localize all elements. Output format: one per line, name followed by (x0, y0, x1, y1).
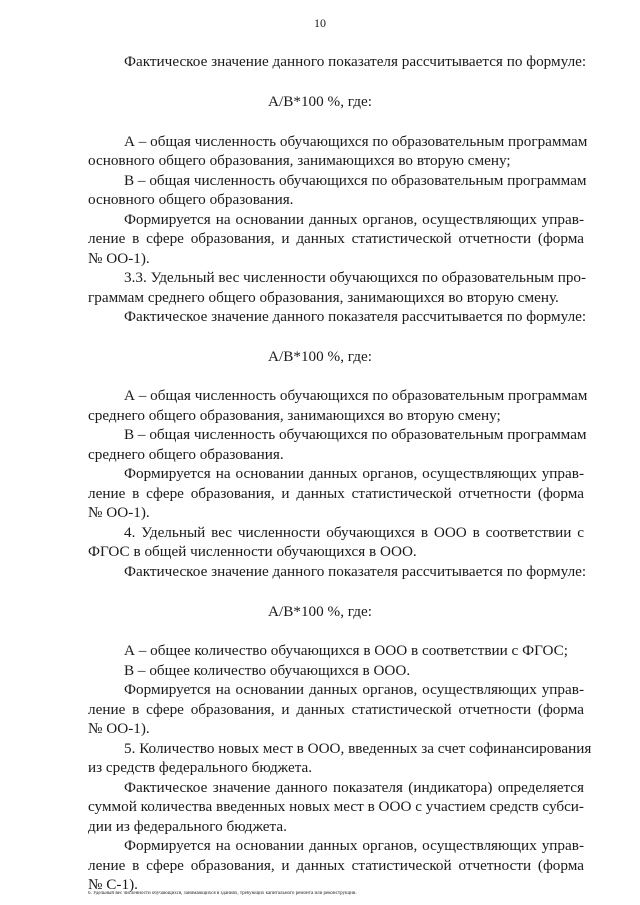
text-line: Формируется на основании данных органов, осуществляющих управ- (124, 211, 584, 228)
text-line: Формируется на основании данных органов, осуществляющих управ- (124, 465, 584, 482)
text-line: требующих капитального ремонта или реконструкции. (239, 891, 357, 896)
formula-line: А/В*100 %, где: (268, 603, 372, 620)
continuation-block (88, 891, 584, 897)
text-line: В – общая численность обучающихся по образовательным программам (124, 426, 587, 443)
formula-line: А/В*100 %, где: (268, 93, 372, 110)
text-line: суммой количества введенных новых мест в ООО с участием средств субси- (88, 798, 584, 815)
text-line: Формируется на основании данных органов, осуществляющих управ- (124, 837, 584, 854)
text-line: В – общая численность обучающихся по образовательным программам (124, 172, 587, 189)
text-line: А – общая численность обучающихся по образовательным программам (124, 133, 588, 150)
text-line: Фактическое значение данного показателя рассчитывается по формуле: (124, 563, 587, 580)
text-line: ление в сфере образования, и данных статистической отчетности (форма (88, 230, 584, 247)
text-line: среднего общего образования. (88, 446, 284, 463)
text-line: А – общая численность обучающихся по образовательным программам (124, 387, 588, 404)
text-line: № ОО-1). (88, 250, 150, 267)
text-line: ление в сфере образования, и данных статистической отчетности (форма (88, 857, 584, 874)
text-line: А – общее количество обучающихся в ООО в соответствии с ФГОС; (124, 642, 569, 659)
text-line: № С-1). (88, 876, 138, 893)
text-line: дии из федерального бюджета. (88, 818, 287, 835)
text-line: среднего общего образования, занимающихся во вторую смену; (88, 407, 501, 424)
text-line: 6. Удельный вес численности обучающихся, занимающихся в зданиях, (88, 891, 240, 896)
text-line: № ОО-1). (88, 504, 150, 521)
text-line: основного общего образования. (88, 191, 294, 208)
text-line: из средств федерального бюджета. (88, 759, 313, 776)
text-line: ление в сфере образования, и данных статистической отчетности (форма (88, 485, 584, 502)
text-line: № ОО-1). (88, 720, 150, 737)
formula-line: А/В*100 %, где: (268, 348, 372, 365)
text-line: 3.3. Удельный вес численности обучающихся по образовательным про- (124, 269, 587, 286)
text-line: Формируется на основании данных органов, осуществляющих управ- (124, 681, 584, 698)
text-line: 4. Удельный вес численности обучающихся в ООО в соответствии с (124, 524, 584, 541)
text-line: Фактическое значение данного показателя (индикатора) определяется (124, 779, 584, 796)
text-line: В – общее количество обучающихся в ООО. (124, 662, 411, 679)
text-line: основного общего образования, занимающихся во вторую смену; (88, 152, 511, 169)
text-line: ФГОС в общей численности обучающихся в ООО. (88, 543, 417, 560)
text-line: ление в сфере образования, и данных статистической отчетности (форма (88, 701, 584, 718)
text-line: граммам среднего общего образования, занимающихся во вторую смену. (88, 289, 559, 306)
text-line: Фактическое значение данного показателя рассчитывается по формуле: (124, 53, 587, 70)
text-line: Фактическое значение данного показателя рассчитывается по формуле: (124, 308, 587, 325)
text-line: 5. Количество новых мест в ООО, введенных за счет софинансирования (124, 740, 592, 757)
page-number: 10 (314, 16, 326, 30)
